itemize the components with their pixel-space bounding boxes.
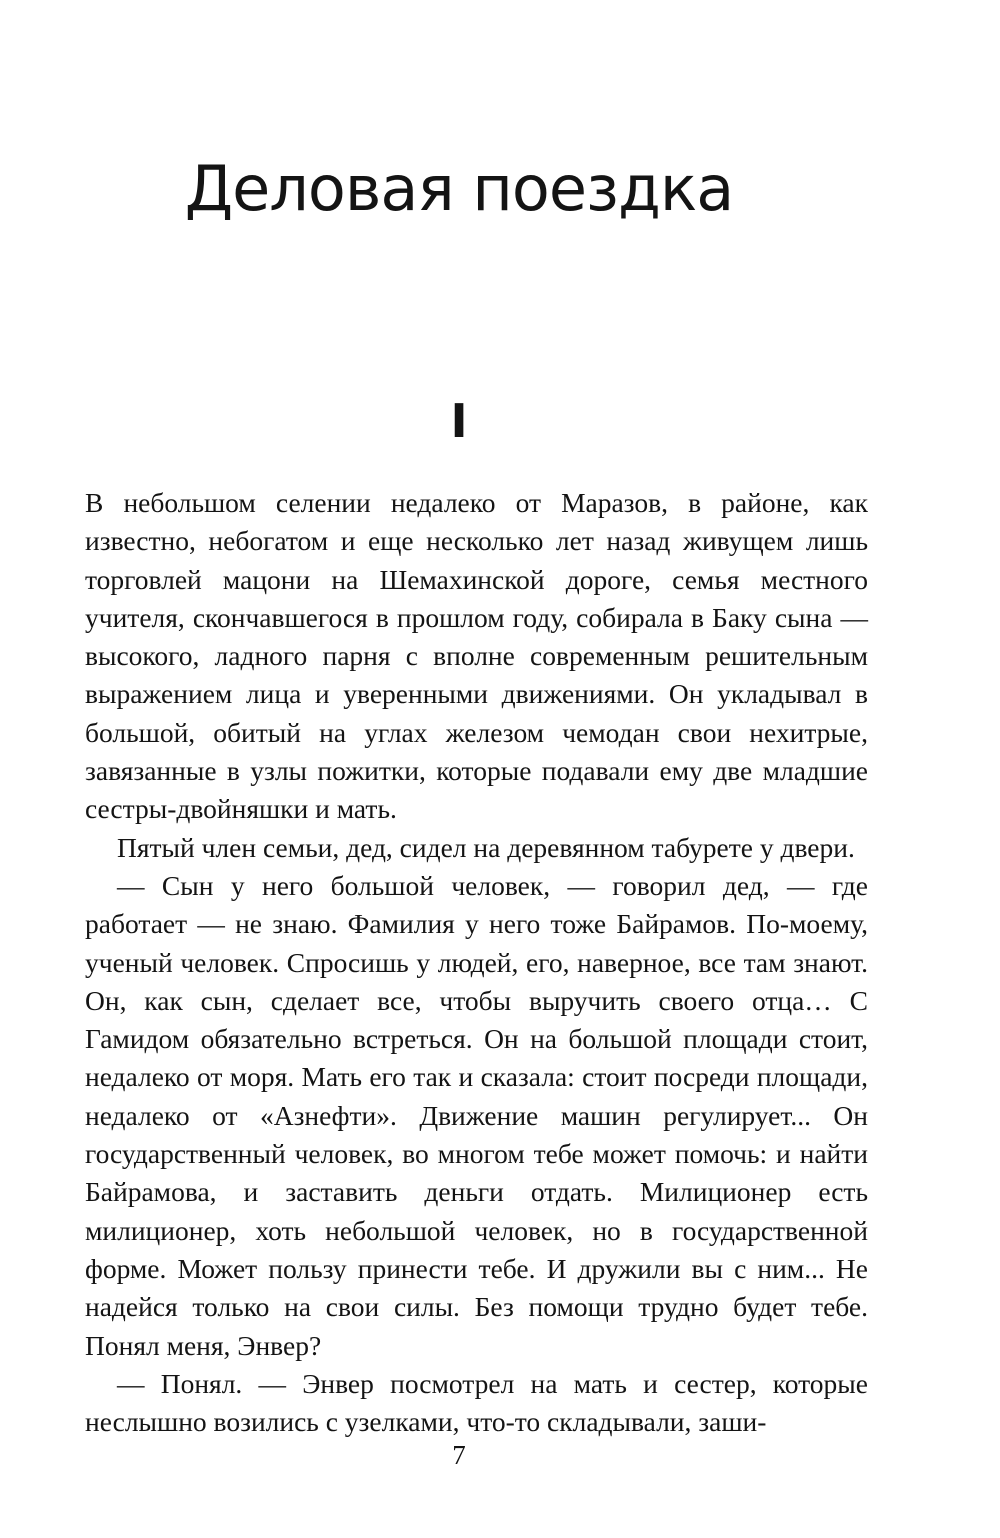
paragraph: — Сын у него большой человек, — говорил дед, — где работает — не знаю. Фамилия у него тоже Байрамов. По-моему, ученый человек. Спросишь у людей, его, наверное, все там знают. Он, как сын, сделает все, чтобы выручить своего отца… С Гамидом обязательно встреться. Он на большой площади стоит, недалеко от моря. Мать его так и сказала: стоит посреди площади, недалеко от «Азнефти». Движение машин регулирует... Он государственный человек, во многом тебе может помочь: и найти Байрамова, и заставить деньги отдать. Милиционер есть милиционер, хоть небольшой человек, но в государственной форме. Может пользу принести тебе. И дружили вы с ним... Не надейся только на свои силы. Без помощи трудно будет тебе. Понял меня, Энвер? [85, 869, 868, 1361]
paragraph: Пятый член семьи, дед, сидел на деревянном табурете у двери. [117, 831, 855, 863]
chapter-title: Деловая поездка [184, 152, 734, 225]
chapter-number: I [450, 394, 468, 448]
paragraph: — Понял. — Энвер посмотрел на мать и сестер, которые неслышно возились с узелками, что-то складывали, заши- [85, 1367, 868, 1438]
page-number: 7 [452, 1440, 466, 1470]
paragraph: В небольшом селении недалеко от Маразов, в районе, как известно, небогатом и еще несколько лет назад живущем лишь торговлей мацони на Шемахинской дороге, семья местного учителя, скончавшегося в прошлом году, собирала в Баку сына — высокого, ладного парня с вполне современным решительным выражением лица и уверенными движениями. Он укладывал в большой, обитый на углах железом чемодан свои нехитрые, завязанные в узлы пожитки, которые подавали ему две младшие сестры-двойняшки и мать. [85, 487, 868, 825]
body-text [85, 484, 868, 1441]
